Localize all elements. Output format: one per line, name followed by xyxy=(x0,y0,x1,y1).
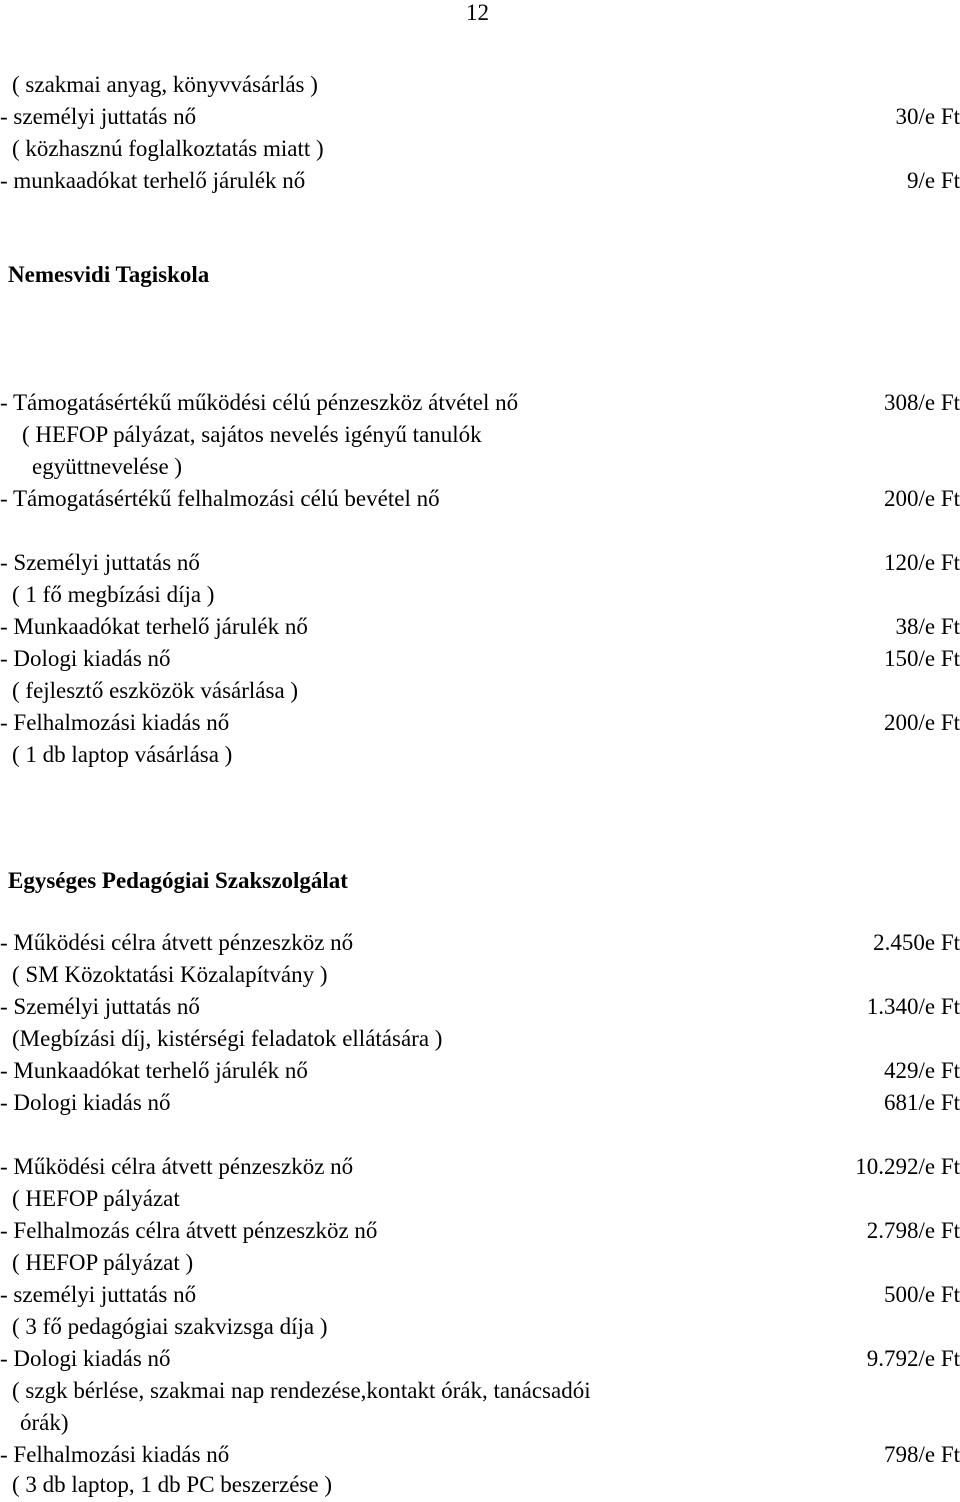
top-line-4: - munkaadókat terhelő járulék nő xyxy=(0,168,306,193)
s2-amount-5: 429/e Ft xyxy=(883,1058,960,1083)
s2-amount-13: 9.792/e Ft xyxy=(866,1346,960,1371)
s2-line-1: - Működési célra átvett pénzeszköz nő xyxy=(0,930,354,955)
s2-amount-3: 1.340/e Ft xyxy=(866,994,960,1019)
s2-amount-9: 2.798/e Ft xyxy=(866,1218,960,1243)
s2-line-7: - Működési célra átvett pénzeszköz nő xyxy=(0,1154,354,1179)
top-amount-2: 30/e Ft xyxy=(895,104,960,129)
top-line-3: ( közhasznú foglalkoztatás miatt ) xyxy=(12,136,324,161)
s1-line-7: - Munkaadókat terhelő járulék nő xyxy=(0,614,308,639)
s2-line-9: - Felhalmozás célra átvett pénzeszköz nő xyxy=(0,1218,378,1243)
s1-line-1: - Támogatásértékű működési célú pénzeszköz átvétel nő xyxy=(0,390,519,415)
section-heading-nemesvidi: Nemesvidi Tagiskola xyxy=(8,262,210,287)
top-line-2: - személyi juttatás nő xyxy=(0,104,197,129)
s1-amount-10: 200/e Ft xyxy=(883,710,960,735)
s1-line-6: ( 1 fő megbízási díja ) xyxy=(12,582,215,607)
s2-line-5: - Munkaadókat terhelő járulék nő xyxy=(0,1058,308,1083)
s2-amount-6: 681/e Ft xyxy=(883,1090,960,1115)
s2-amount-16: 798/e Ft xyxy=(883,1442,960,1467)
s2-line-16: - Felhalmozási kiadás nő xyxy=(0,1442,230,1467)
s2-line-15: órák) xyxy=(20,1410,69,1435)
s2-amount-7: 10.292/e Ft xyxy=(855,1154,960,1179)
s2-line-4: (Megbízási díj, kistérségi feladatok ellátására ) xyxy=(12,1026,443,1051)
s2-line-14: ( szgk bérlése, szakmai nap rendezése,kontakt órák, tanácsadói xyxy=(12,1378,591,1403)
s1-line-2: ( HEFOP pályázat, sajátos nevelés igényű tanulók xyxy=(22,422,482,447)
s2-line-6: - Dologi kiadás nő xyxy=(0,1090,171,1115)
s1-line-11: ( 1 db laptop vásárlása ) xyxy=(12,742,233,767)
s2-amount-1: 2.450e Ft xyxy=(873,930,960,955)
s1-amount-7: 38/e Ft xyxy=(895,614,960,639)
s2-line-12: ( 3 fő pedagógiai szakvizsga díja ) xyxy=(12,1314,328,1339)
s2-line-17: ( 3 db laptop, 1 db PC beszerzése ) xyxy=(12,1472,333,1497)
s2-line-8: ( HEFOP pályázat xyxy=(12,1186,180,1211)
s1-amount-8: 150/e Ft xyxy=(883,646,960,671)
s2-amount-11: 500/e Ft xyxy=(883,1282,960,1307)
s2-line-11: - személyi juttatás nő xyxy=(0,1282,197,1307)
s1-line-4: - Támogatásértékű felhalmozási célú bevétel nő xyxy=(0,486,440,511)
s1-line-9: ( fejlesztő eszközök vásárlása ) xyxy=(12,678,299,703)
s2-line-10: ( HEFOP pályázat ) xyxy=(12,1250,194,1275)
s1-line-8: - Dologi kiadás nő xyxy=(0,646,171,671)
s1-line-5: - Személyi juttatás nő xyxy=(0,550,200,575)
s1-amount-5: 120/e Ft xyxy=(883,550,960,575)
top-amount-4: 9/e Ft xyxy=(906,168,960,193)
s1-amount-4: 200/e Ft xyxy=(883,486,960,511)
s2-line-2: ( SM Közoktatási Közalapítvány ) xyxy=(12,962,328,987)
top-line-1: ( szakmai anyag, könyvvásárlás ) xyxy=(12,72,318,97)
s1-line-10: - Felhalmozási kiadás nő xyxy=(0,710,230,735)
s2-line-13: - Dologi kiadás nő xyxy=(0,1346,171,1371)
s2-line-3: - Személyi juttatás nő xyxy=(0,994,200,1019)
s1-amount-1: 308/e Ft xyxy=(883,390,960,415)
page-number: 12 xyxy=(466,0,489,25)
section-heading-egyseges: Egységes Pedagógiai Szakszolgálat xyxy=(8,868,348,893)
s1-line-3: együttnevelése ) xyxy=(32,454,183,479)
